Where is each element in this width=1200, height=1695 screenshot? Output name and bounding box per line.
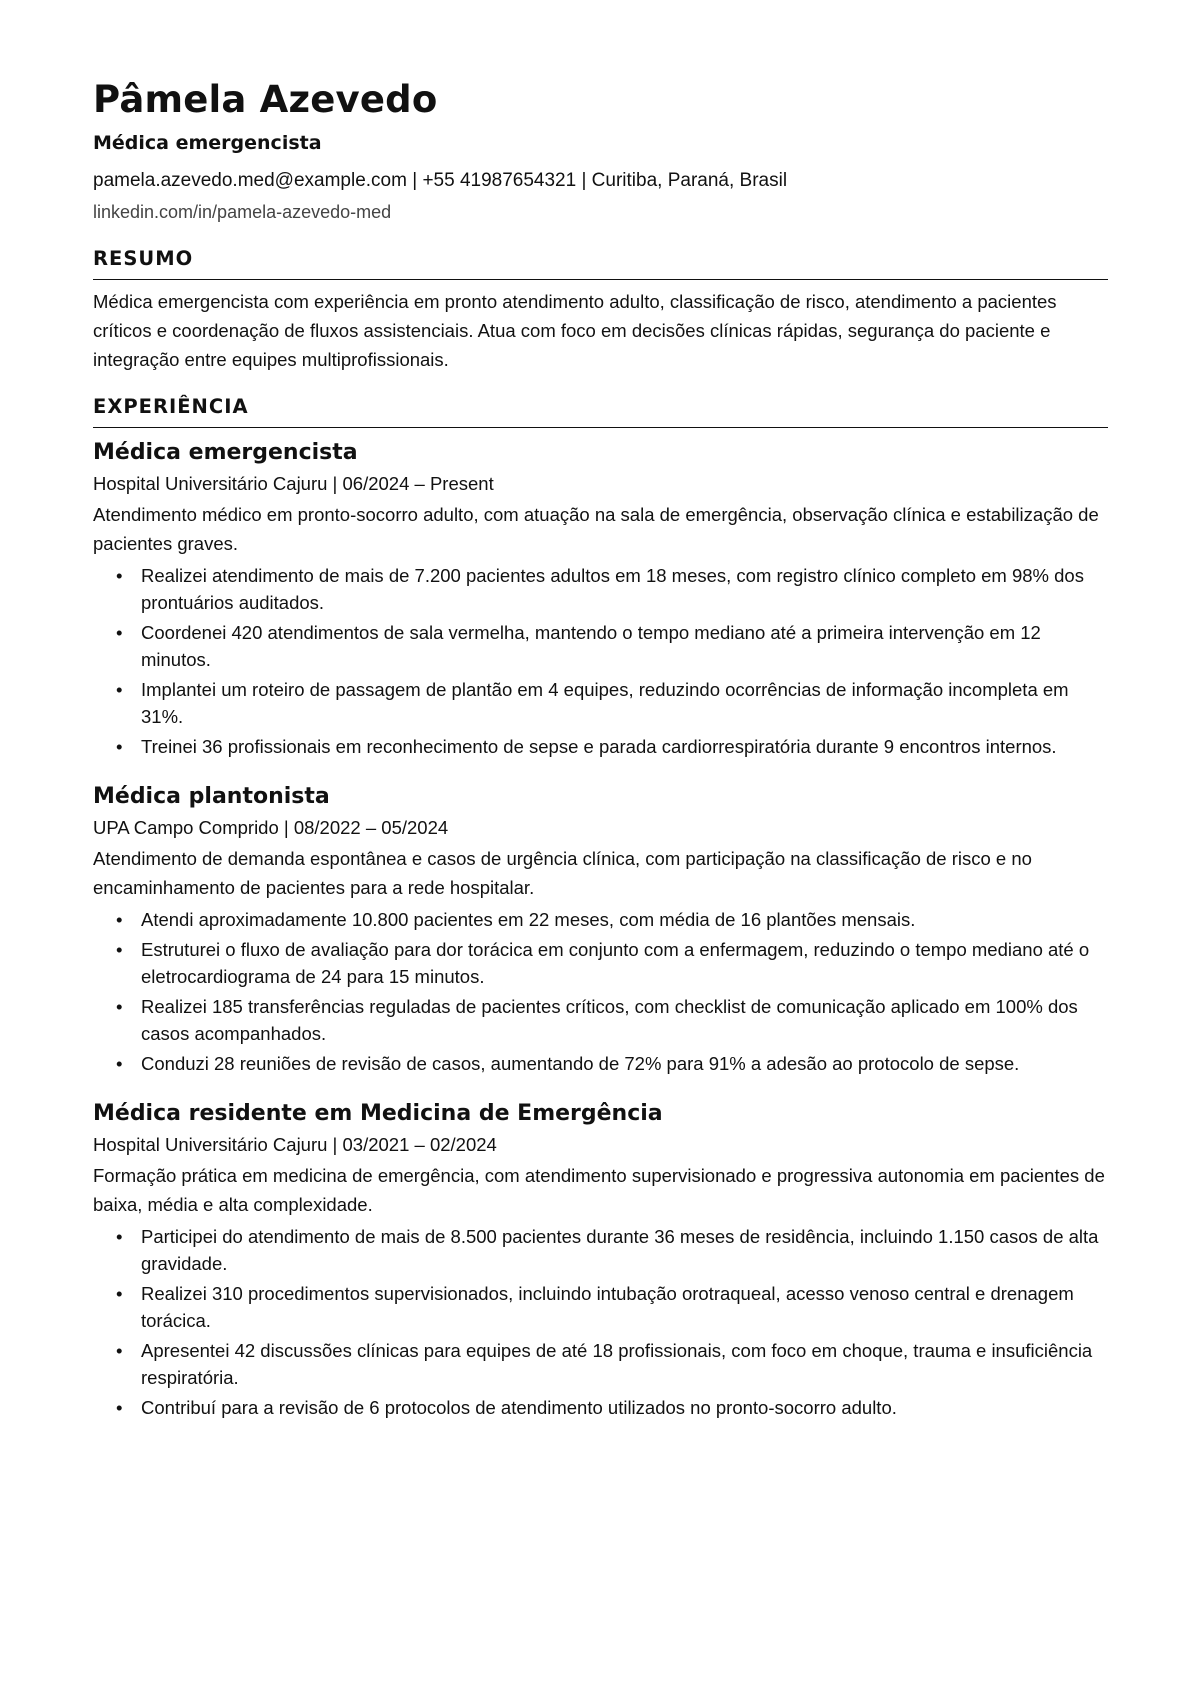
bullet-dot-icon: • (116, 1340, 123, 1361)
job-bullet-text: Realizei 185 transferências reguladas de pacientes críticos, com checklist de comunicação aplicado em 100% dos casos acompanhados. (141, 996, 1078, 1044)
candidate-name: Pâmela Azevedo (93, 78, 438, 121)
job-bullet-text: Contribuí para a revisão de 6 protocolos de atendimento utilizados no pronto-socorro adulto. (141, 1397, 897, 1418)
bullet-dot-icon: • (116, 939, 123, 960)
bullet-dot-icon: • (116, 996, 123, 1017)
job-bullet-text: Atendi aproximadamente 10.800 pacientes em 22 meses, com média de 16 plantões mensais. (141, 909, 916, 930)
candidate-role: Médica emergencista (93, 132, 322, 154)
job-title: Médica residente em Medicina de Emergência (93, 1101, 663, 1126)
experience-heading: EXPERIÊNCIA (93, 394, 1108, 428)
job-bullet-text: Conduzi 28 reuniões de revisão de casos, aumentando de 72% para 91% a adesão ao protocolo de sepse. (141, 1053, 1020, 1074)
job-bullet (93, 1050, 1108, 1077)
job-bullet-text: Implantei um roteiro de passagem de plantão em 4 equipes, reduzindo ocorrências de informação incompleta em 31%. (141, 679, 1069, 727)
job-entry (93, 782, 1108, 1077)
job-bullet-text: Realizei atendimento de mais de 7.200 pacientes adultos em 18 meses, com registro clínico completo em 98% dos prontuários auditados. (141, 565, 1084, 613)
job-title: Médica plantonista (93, 784, 330, 809)
job-title: Médica emergencista (93, 440, 358, 465)
job-bullet (93, 993, 1108, 1047)
bullet-dot-icon: • (116, 736, 123, 757)
bullet-dot-icon: • (116, 1226, 123, 1247)
job-bullet-text: Estruturei o fluxo de avaliação para dor torácica em conjunto com a enfermagem, reduzindo o tempo mediano até o eletrocardiograma de 24 para 15 minutos. (141, 939, 1090, 987)
job-bullet (93, 1394, 1108, 1421)
job-bullet (93, 733, 1108, 760)
bullet-dot-icon: • (116, 909, 123, 930)
job-bullet (93, 619, 1108, 673)
job-description: Atendimento de demanda espontânea e casos de urgência clínica, com participação na classificação de risco e no encaminhamento de pacientes para a rede hospitalar. (93, 848, 1032, 898)
bullet-dot-icon: • (116, 622, 123, 643)
job-meta: UPA Campo Comprido | 08/2022 – 05/2024 (93, 817, 449, 838)
experience-list (93, 438, 1108, 1421)
bullet-dot-icon: • (116, 1053, 123, 1074)
job-bullet (93, 906, 1108, 933)
bullet-dot-icon: • (116, 565, 123, 586)
bullet-dot-icon: • (116, 1283, 123, 1304)
job-entry (93, 1099, 1108, 1421)
job-bullet-list (93, 906, 1108, 1077)
summary-heading: RESUMO (93, 246, 1108, 280)
job-bullet (93, 562, 1108, 616)
job-bullet-text: Treinei 36 profissionais em reconhecimento de sepse e parada cardiorrespiratória durante 9 encontros internos. (141, 736, 1057, 757)
linkedin-url: linkedin.com/in/pamela-azevedo-med (93, 202, 392, 222)
job-bullet-text: Coordenei 420 atendimentos de sala vermelha, mantendo o tempo mediano até a primeira intervenção em 12 minutos. (141, 622, 1041, 670)
job-bullet (93, 936, 1108, 990)
job-meta: Hospital Universitário Cajuru | 06/2024 – Present (93, 473, 494, 494)
job-bullet-text: Realizei 310 procedimentos supervisionados, incluindo intubação orotraqueal, acesso venoso central e drenagem torácica. (141, 1283, 1074, 1331)
bullet-dot-icon: • (116, 679, 123, 700)
job-description: Atendimento médico em pronto-socorro adulto, com atuação na sala de emergência, observação clínica e estabilização de pacientes graves. (93, 504, 1099, 554)
contact-line: pamela.azevedo.med@example.com | +55 41987654321 | Curitiba, Paraná, Brasil (93, 170, 788, 191)
job-description: Formação prática em medicina de emergência, com atendimento supervisionado e progressiva autonomia em pacientes de baixa, média e alta complexidade. (93, 1165, 1105, 1215)
job-bullet (93, 1223, 1108, 1277)
job-bullet (93, 1337, 1108, 1391)
bullet-dot-icon: • (116, 1397, 123, 1418)
summary-text: Médica emergencista com experiência em pronto atendimento adulto, classificação de risco, atendimento a pacientes críticos e coordenação de fluxos assistenciais. Atua com foco em decisões clínicas rápidas, segurança do paciente e integração entre equipes multiprofissionais. (93, 291, 1057, 370)
job-entry (93, 438, 1108, 760)
job-bullet (93, 1280, 1108, 1334)
job-bullet-list (93, 562, 1108, 760)
job-bullet-text: Apresentei 42 discussões clínicas para equipes de até 18 profissionais, com foco em choque, trauma e insuficiência respiratória. (141, 1340, 1093, 1388)
job-bullet (93, 676, 1108, 730)
job-bullet-text: Participei do atendimento de mais de 8.500 pacientes durante 36 meses de residência, incluindo 1.150 casos de alta gravidade. (141, 1226, 1099, 1274)
job-bullet-list (93, 1223, 1108, 1421)
job-meta: Hospital Universitário Cajuru | 03/2021 – 02/2024 (93, 1134, 497, 1155)
